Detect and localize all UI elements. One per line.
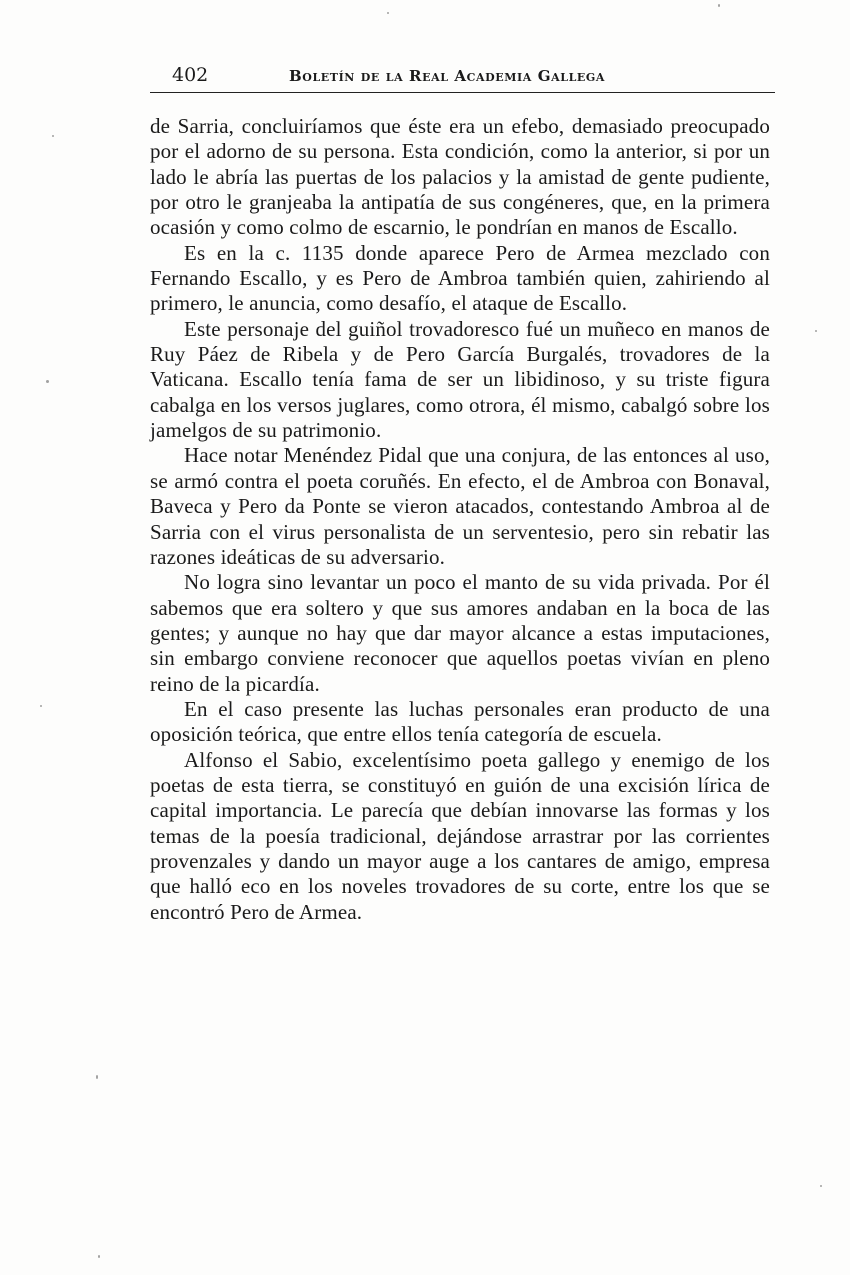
scan-speck bbox=[40, 705, 42, 707]
scan-speck bbox=[820, 1185, 822, 1187]
page-number: 402 bbox=[172, 64, 209, 86]
scan-speck bbox=[815, 330, 817, 332]
paragraph-4: Hace notar Menéndez Pidal que una conjura, de las entonces al uso, se armó contra el poeta coruñés. En efecto, el de Ambroa con Bonaval, Baveca y Pero da Ponte se vieron atacados, contestando Ambroa al de Sarria con el virus personalista de un serventesio, pero sin rebatir las razones ideáticas de su adversario. bbox=[150, 443, 770, 569]
scan-speck bbox=[96, 1075, 98, 1079]
scan-speck bbox=[387, 12, 389, 14]
scan-speck bbox=[46, 380, 49, 383]
paragraph-2: Es en la c. 1135 donde aparece Pero de Armea mezclado con Fernando Escallo, y es Pero de Ambroa también quien, zahiriendo al primero, le anuncia, como desafío, el ataque de Escallo. bbox=[150, 240, 770, 316]
paragraph-5: No logra sino levantar un poco el manto de su vida privada. Por él sabemos que era soltero y que sus amores andaban en la boca de las gentes; y aunque no hay que dar mayor alcance a estas imputaciones, sin embargo conviene reconocer que aquellos poetas vivían en pleno reino de la picardía. bbox=[150, 570, 770, 696]
scan-speck bbox=[98, 1255, 100, 1258]
paragraph-3: Este personaje del guiñol trovadoresco fué un muñeco en manos de Ruy Páez de Ribela y de Pero García Burgalés, trovadores de la Vaticana. Escallo tenía fama de ser un libidinoso, y su triste figura cabalga en los versos juglares, como otrora, él mismo, cabalgó sobre los jamelgos de su patrimonio. bbox=[150, 316, 770, 443]
running-header bbox=[150, 62, 775, 93]
paragraph-6: En el caso presente las luchas personales eran producto de una oposición teórica, que entre ellos tenía categoría de escuela. bbox=[150, 696, 770, 747]
body-text bbox=[150, 114, 770, 925]
paragraph-7: Alfonso el Sabio, excelentísimo poeta gallego y enemigo de los poetas de esta tierra, se constituyó en guión de una excisión lírica de capital importancia. Le parecía que debían innovarse las formas y los temas de la poesía tradicional, dejándose arrastrar por las corrientes provenzales y dando un mayor auge a los cantares de amigo, empresa que halló eco en los noveles trovadores de su corte, entre los que se encontró Pero de Armea. bbox=[150, 747, 770, 924]
paragraph-1: de Sarria, concluiríamos que éste era un efebo, demasiado preocupado por el adorno de su persona. Esta condición, como la anterior, si por un lado le abría las puertas de los palacios y la amistad de gente pudiente, por otro le granjeaba la antipatía de sus congéneres, que, en la primera ocasión y como colmo de escarnio, le pondrían en manos de Escallo. bbox=[150, 114, 770, 240]
scan-speck bbox=[52, 135, 54, 137]
journal-title: Boletín de la Real Academia Gallega bbox=[289, 67, 606, 85]
scan-speck bbox=[718, 4, 720, 7]
